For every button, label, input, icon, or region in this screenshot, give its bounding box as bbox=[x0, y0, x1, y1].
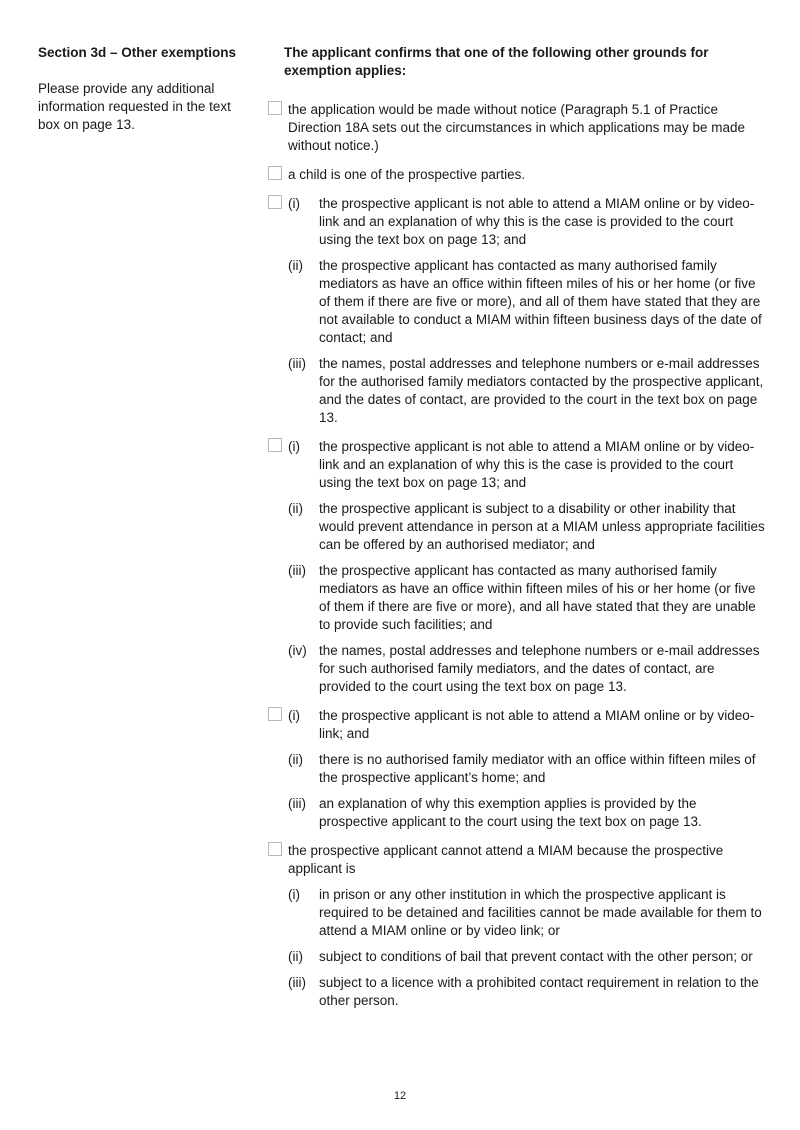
sub-item-text: the prospective applicant is not able to attend a MIAM online or by video-link and an explanation of why this is the case is provided to the court using the text box on page 13; and bbox=[319, 196, 755, 247]
sub-item-text: the prospective applicant is subject to a disability or other inability that would prevent attendance in person at a MIAM unless appropriate facilities can be offered by an authorised mediator; and bbox=[319, 501, 765, 552]
exemption-checkbox[interactable] bbox=[268, 438, 282, 452]
exemption-sub-item bbox=[288, 257, 768, 347]
exemption-sub-item bbox=[288, 195, 768, 249]
sub-item-number: (ii) bbox=[288, 258, 303, 273]
sub-item-number: (iv) bbox=[288, 643, 307, 658]
sub-item-text: the names, postal addresses and telephone numbers or e-mail addresses for such authorised family mediators, and the dates of contact, are provided to the court using the text box on page 13. bbox=[319, 643, 760, 694]
exemption-sub-item bbox=[288, 948, 768, 966]
section-sidebar bbox=[38, 44, 253, 134]
exemption-sub-item bbox=[288, 974, 768, 1010]
sub-item-number: (i) bbox=[288, 196, 300, 211]
exemption-option-6 bbox=[268, 842, 768, 1010]
exemption-sub-item bbox=[288, 707, 768, 743]
exemption-sub-item bbox=[288, 751, 768, 787]
sub-item-number: (iii) bbox=[288, 563, 306, 578]
exemption-sub-item bbox=[288, 355, 768, 427]
exemptions-list bbox=[268, 44, 768, 1021]
sub-item-number: (i) bbox=[288, 439, 300, 454]
exemption-checkbox[interactable] bbox=[268, 842, 282, 856]
exemption-checkbox[interactable] bbox=[268, 101, 282, 115]
sub-item-number: (ii) bbox=[288, 501, 303, 516]
exemption-checkbox[interactable] bbox=[268, 166, 282, 180]
sub-item-number: (iii) bbox=[288, 796, 306, 811]
page-number: 12 bbox=[393, 1090, 407, 1102]
exemption-sub-item bbox=[288, 795, 768, 831]
exemption-sub-item bbox=[288, 886, 768, 940]
exemption-text: the application would be made without notice (Paragraph 5.1 of Practice Direction 18A sets out the circumstances in which applications may be made without notice.) bbox=[288, 102, 745, 153]
sub-item-number: (iii) bbox=[288, 356, 306, 371]
section-title: Section 3d – Other exemptions bbox=[38, 45, 237, 60]
sub-item-text: an explanation of why this exemption applies is provided by the prospective applicant to the court using the text box on page 13. bbox=[319, 796, 702, 829]
exemption-sub-item bbox=[288, 500, 768, 554]
sub-item-number: (i) bbox=[288, 887, 300, 902]
sub-item-text: the prospective applicant is not able to attend a MIAM online or by video-link; and bbox=[319, 708, 755, 741]
sub-item-number: (ii) bbox=[288, 752, 303, 767]
exemptions-intro: The applicant confirms that one of the following other grounds for exemption applies: bbox=[284, 45, 709, 78]
exemption-text: a child is one of the prospective parties. bbox=[288, 167, 526, 182]
exemption-option-3 bbox=[268, 195, 768, 427]
exemption-option-5 bbox=[268, 707, 768, 831]
exemption-sub-item bbox=[288, 562, 768, 634]
exemption-text: the prospective applicant cannot attend a MIAM because the prospective applicant is bbox=[288, 843, 724, 876]
exemption-option-4 bbox=[268, 438, 768, 696]
sub-item-number: (iii) bbox=[288, 975, 306, 990]
sub-item-text: the prospective applicant has contacted as many authorised family mediators as have an office within fifteen miles of his or her home (or five of them if there are five or more), and all have stated that they are unable to provide such facilities; and bbox=[319, 563, 756, 632]
exemption-sub-item bbox=[288, 438, 768, 492]
sub-item-text: the names, postal addresses and telephone numbers or e-mail addresses for the authorised family mediators contacted by the prospective applicant, and the dates of contact, are provided to the court in the text box on page 13. bbox=[319, 356, 764, 425]
sub-item-number: (ii) bbox=[288, 949, 303, 964]
sub-item-text: the prospective applicant is not able to attend a MIAM online or by video-link and an explanation of why this is the case is provided to the court using the text box on page 13; and bbox=[319, 439, 755, 490]
sub-item-number: (i) bbox=[288, 708, 300, 723]
sub-item-text: subject to conditions of bail that prevent contact with the other person; or bbox=[319, 949, 753, 964]
exemption-checkbox[interactable] bbox=[268, 195, 282, 209]
exemption-option-2 bbox=[268, 166, 768, 184]
exemption-items bbox=[268, 101, 768, 1010]
exemption-checkbox[interactable] bbox=[268, 707, 282, 721]
exemption-sub-item bbox=[288, 642, 768, 696]
sub-item-text: there is no authorised family mediator with an office within fifteen miles of the prospective applicant’s home; and bbox=[319, 752, 756, 785]
sub-item-text: in prison or any other institution in which the prospective applicant is required to be detained and facilities cannot be made available for them to attend a MIAM online or by video link; or bbox=[319, 887, 762, 938]
section-note: Please provide any additional information requested in the text box on page 13. bbox=[38, 81, 231, 132]
sub-item-text: subject to a licence with a prohibited contact requirement in relation to the other person. bbox=[319, 975, 759, 1008]
sub-item-text: the prospective applicant has contacted as many authorised family mediators as have an office within fifteen miles of his or her home (or five of them if there are five or more), and all of them have stated that they are not available to conduct a MIAM within fifteen business days of the date of contact; and bbox=[319, 258, 762, 345]
exemption-option-1 bbox=[268, 101, 768, 155]
